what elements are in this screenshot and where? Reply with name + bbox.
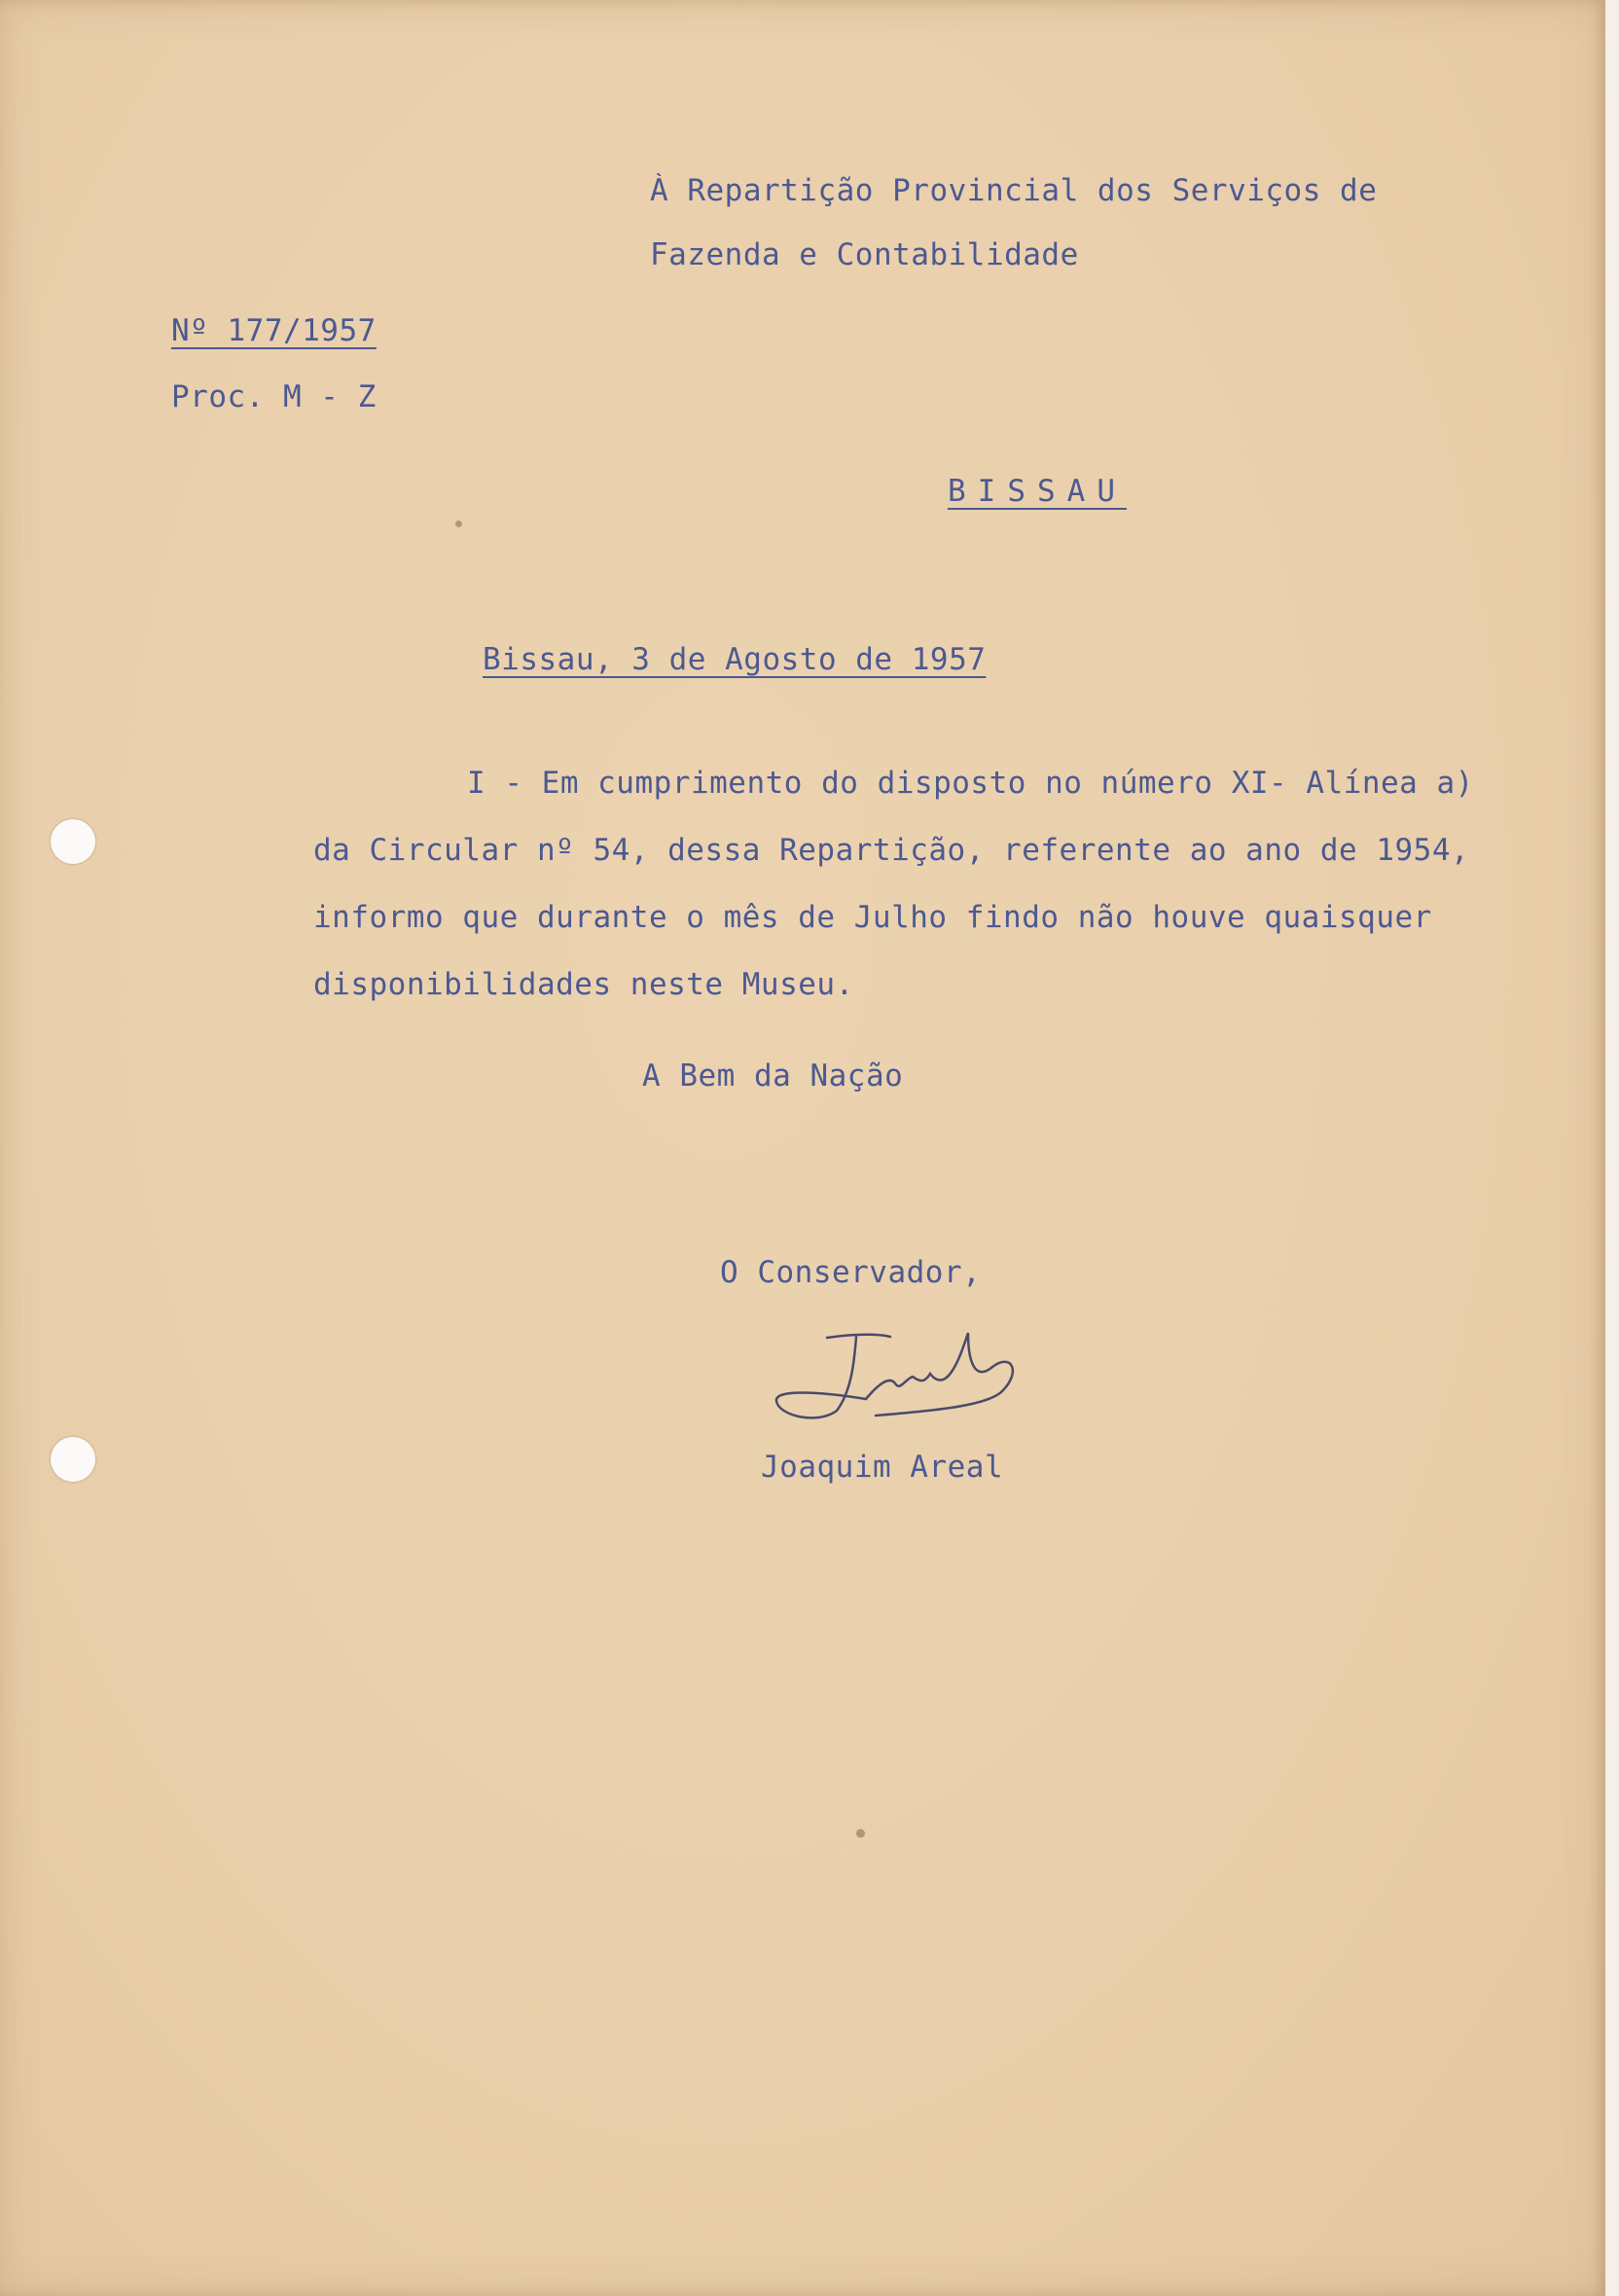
ink-spot: [455, 520, 462, 527]
process-reference: Proc. M - Z: [171, 379, 377, 414]
reference-number: Nº 177/1957: [171, 313, 377, 348]
page-edge: [1605, 0, 1619, 2296]
punch-hole-top: [51, 819, 95, 864]
closing-salutation: A Bem da Nação: [642, 1058, 904, 1094]
date-line: Bissau, 3 de Agosto de 1957: [483, 642, 987, 677]
signatory-title: O Conservador,: [720, 1255, 982, 1290]
paper-spot: [856, 1829, 865, 1838]
body-line-1: I - Em cumprimento do disposto no número XI- Alínea a): [467, 766, 1474, 801]
addressee-line-2: Fazenda e Contabilidade: [650, 237, 1079, 272]
signatory-name: Joaquim Areal: [761, 1450, 1004, 1485]
addressee-line-1: À Repartição Provincial dos Serviços de: [650, 173, 1378, 208]
location-heading: BISSAU: [948, 474, 1127, 509]
body-line-2: da Circular nº 54, dessa Repartição, referente ao ano de 1954,: [313, 833, 1470, 868]
body-line-4: disponibilidades neste Museu.: [313, 967, 854, 1002]
punch-hole-bottom: [51, 1437, 95, 1482]
body-line-3: informo que durante o mês de Julho findo não houve quaisquer: [313, 900, 1432, 935]
handwritten-signature: [759, 1323, 1070, 1430]
